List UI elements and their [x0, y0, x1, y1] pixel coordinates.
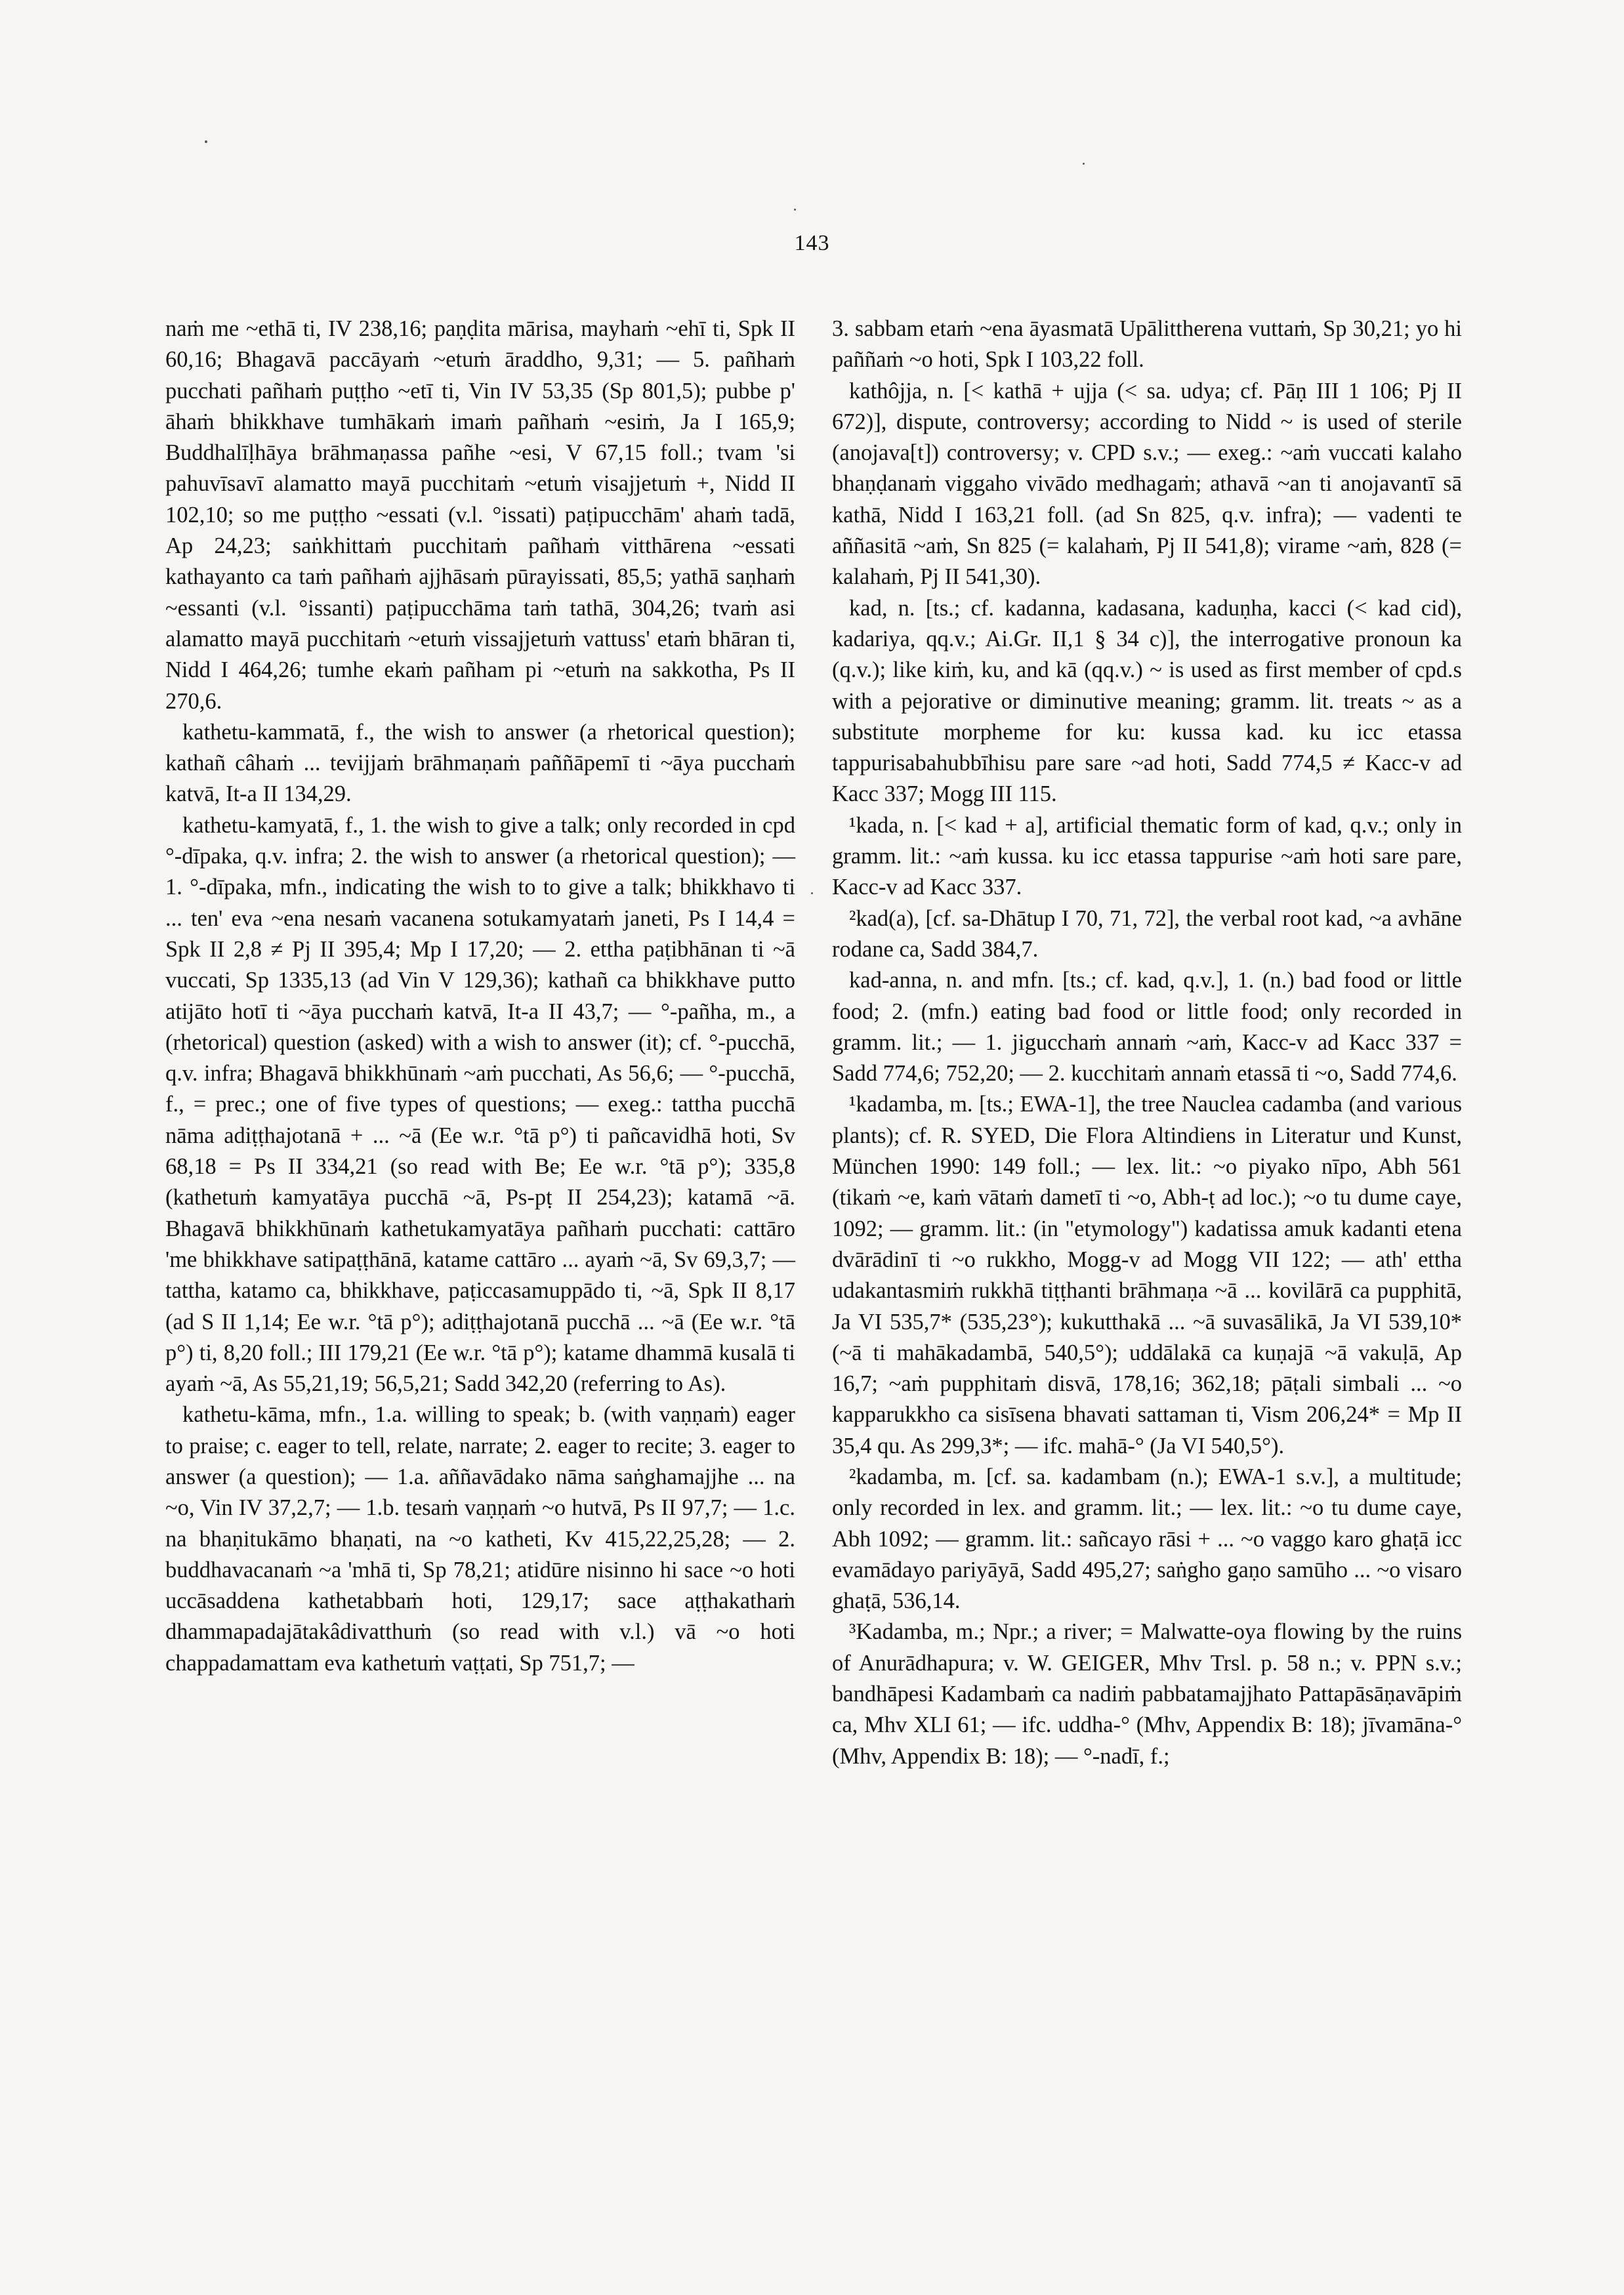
entry-kathetu-kammata: kathetu-kammatā, f., the wish to answer (a rhetorical question); kathañ câhaṁ ... tevijjaṁ brāhmaṇaṁ paññāpemī ti ~āya pucchaṁ katvā, It-a II 134,29.	[165, 719, 795, 807]
scan-speck	[1083, 163, 1085, 165]
entry-kadamba-1: ¹kadamba, m. [ts.; EWA-1], the tree Nauclea cadamba (and various plants); cf. R. SYED, Die Flora Altindiens in Literatur und Kunst, München 1990: 149 foll.; — lex. lit.: ~o piyako nīpo, Abh 561 (tikaṁ ~e, kaṁ vātaṁ dametī ti ~o, Abh-ṭ ad loc.); ~o tu dume caye, 1092; — gramm. lit.: (in "etymology") kadatissa amuk kadanti etena dvārādinī ti ~o rukkho, Mogg-v ad Mogg VII 122; — ath' ettha udakantasmiṁ rukkhā tiṭṭhanti brāhmaṇa ~ā ... kovilārā ca pupphitā, Ja VI 535,7* (535,23°); kukutthakā ... ~ā suvasālikā, Ja VI 539,10* (~ā ti mahākadambā, 540,5°); uddālakā ca kuṇajā ~ā vakuḷā, Ap 16,7; ~aṁ pupphitaṁ disvā, 178,16; 362,18; pāṭali simbali ... ~o kapparukkho ca sisīsena bhavati sattaman ti, Vism 206,24* = Mp II 35,4 qu. As 299,3*; — ifc. mahā-° (Ja VI 540,5°).	[832, 1092, 1462, 1458]
right-column	[832, 314, 1462, 1772]
entry-kathetu-kamyata: kathetu-kamyatā, f., 1. the wish to give a talk; only recorded in cpd °-dīpaka, q.v. infra; 2. the wish to answer (a rhetorical question); — 1. °-dīpaka, mfn., indicating the wish to to give a talk; bhikkhavo ti ... ten' eva ~ena nesaṁ vacanena sotukamyataṁ janeti, Ps I 14,4 = Spk II 2,8 ≠ Pj II 395,4; Mp I 17,20; — 2. ettha paṭibhānan ti ~ā vuccati, Sp 1335,13 (ad Vin V 129,36); kathañ ca bhikkhave putto atijāto hotī ti ~āya pucchaṁ katvā, It-a II 43,7; — °-pañha, m., a (rhetorical) question (asked) with a wish to answer (it); cf. °-pucchā, q.v. infra; Bhagavā bhikkhūnaṁ ~aṁ pucchati, As 56,6; — °-pucchā, f., = prec.; one of five types of questions; — exeg.: tattha pucchā nāma adiṭṭhajotanā + ... ~ā (Ee w.r. °tā p°) ti pañcavidhā hoti, Sv 68,18 = Ps II 334,21 (so read with Be; Ee w.r. °tā p°); 335,8 (kathetuṁ kamyatāya pucchā ~ā, Ps-pṭ II 254,23); katamā ~ā. Bhagavā bhikkhūnaṁ kathetukamyatāya pañhaṁ pucchati: cattāro 'me bhikkhave satipaṭṭhānā, katame cattāro ... ayaṁ ~ā, Sv 69,3,7; — tattha, katamo ca, bhikkhave, paṭiccasamuppādo ti, ~ā, Spk II 8,17 (ad S II 1,14; Ee w.r. °tā p°); adiṭṭhajotanā pucchā ... ~ā (Ee w.r. °tā p°) ti, 8,20 foll.; III 179,21 (Ee w.r. °tā p°); katame dhammā kusalā ti ayaṁ ~ā, As 55,21,19; 56,5,21; Sadd 342,20 (referring to As).	[165, 812, 795, 1397]
entry-kad-anna: kad-anna, n. and mfn. [ts.; cf. kad, q.v.], 1. (n.) bad food or little food; 2. (mfn.) eating bad food or little food; only recorded in gramm. lit.; — 1. jigucchaṁ annaṁ ~aṁ, Kacc-v ad Kacc 337 = Sadd 774,6; 752,20; — 2. kucchitaṁ annaṁ etassā ti ~o, Sadd 774,6.	[832, 968, 1462, 1086]
entry-kada-2: ²kad(a), [cf. sa-Dhātup I 70, 71, 72], the verbal root kad, ~a avhāne rodane ca, Sadd 384,7.	[832, 905, 1462, 962]
page-number: 143	[794, 231, 830, 255]
scan-speck	[205, 140, 207, 143]
entry-kadamba-3: ³Kadamba, m.; Npr.; a river; = Malwatte-oya flowing by the ruins of Anurādhapura; v. W. GEIGER, Mhv Trsl. p. 58 n.; v. PPN s.v.; bandhāpesi Kadambaṁ ca nadiṁ pabbatamajjhato Pattapāsāṇavāpiṁ ca, Mhv XLI 61; — ifc. uddha-° (Mhv, Appendix B: 18); jīvamāna-° (Mhv, Appendix B: 18); — °-nadī, f.;	[832, 1619, 1462, 1769]
left-column	[165, 314, 795, 1679]
entry-kadamba-2: ²kadamba, m. [cf. sa. kadambam (n.); EWA-1 s.v.], a multitude; only recorded in lex. and gramm. lit.; — lex. lit.: ~o tu dume caye, Abh 1092; — gramm. lit.: sañcayo rāsi + ... ~o vaggo karo ghaṭā icc evamādayo pariyāyā, Sadd 495,27; saṅgho gaṇo samūho ... ~o visaro ghaṭā, 536,14.	[832, 1464, 1462, 1614]
scan-speck	[811, 892, 813, 894]
entry-kathojja: kathôjja, n. [< kathā + ujja (< sa. udya; cf. Pāṇ III 1 106; Pj II 672)], dispute, controversy; according to Nidd ~ is used of sterile (anojava[t]) controversy; v. CPD s.v.; — exeg.: ~aṁ vuccati kalaho bhaṇḍanaṁ viggaho vivādo medhagaṁ; athavā ~an ti anojavantī sā kathā, Nidd I 163,21 foll. (ad Sn 825, q.v. infra); — vadenti te aññasitā ~aṁ, Sn 825 (= kalahaṁ, Pj II 541,8); virame ~aṁ, 828 (= kalahaṁ, Pj II 541,30).	[832, 378, 1462, 590]
entry-kathetu-kama: kathetu-kāma, mfn., 1.a. willing to speak; b. (with vaṇṇaṁ) eager to praise; c. eager to tell, relate, narrate; 2. eager to recite; 3. eager to answer (a question); — 1.a. aññavādako nāma saṅghamajjhe ... na ~o, Vin IV 37,2,7; — 1.b. tesaṁ vaṇṇaṁ ~o hutvā, Ps II 97,7; — 1.c. na bhaṇitukāmo bhaṇati, na ~o katheti, Kv 415,22,25,28; — 2. buddhavacanaṁ ~a 'mhā ti, Sp 78,21; atidūre nisinno hi sace ~o hoti uccāsaddena kathetabbaṁ hoti, 129,17; sace aṭṭhakathaṁ dhammapadajātakâdivatthuṁ (so read with v.l.) vā ~o hoti chappadamattam eva kathetuṁ vaṭṭati, Sp 751,7; —	[165, 1402, 795, 1676]
scan-speck	[794, 209, 796, 211]
entry-continuation: naṁ me ~ethā ti, IV 238,16; paṇḍita mārisa, mayhaṁ ~ehī ti, Spk II 60,16; Bhagavā paccāyaṁ ~etuṁ āraddho, 9,31; — 5. pañhaṁ pucchati pañhaṁ puṭṭho ~etī ti, Vin IV 53,35 (Sp 801,5); pubbe p' āhaṁ bhikkhave tumhākaṁ imaṁ pañhaṁ ~esiṁ, Ja I 165,9; Buddhalīḷhāya brāhmaṇassa pañhe ~esi, V 67,15 foll.; tvam 'si pahuvīsavī alamatto mayā pucchitaṁ ~etuṁ visajjetuṁ +, Nidd II 102,10; so me puṭṭho ~essati (v.l. °issati) paṭipucchām' ahaṁ tadā, Ap 24,23; saṅkhittaṁ pucchitaṁ pañhaṁ vitthārena ~essati kathayanto ca taṁ pañhaṁ ajjhāsaṁ pūrayissati, 85,5; yathā saṇhaṁ ~essanti (v.l. °issanti) paṭipucchāma taṁ tathā, 304,26; tvaṁ asi alamatto mayā pucchitaṁ ~etuṁ vissajjetuṁ vattuss' etaṁ bhāran ti, Nidd I 464,26; tumhe ekaṁ pañham pi ~etuṁ na sakkotha, Ps II 270,6.	[165, 316, 795, 714]
entry-continuation: 3. sabbam etaṁ ~ena āyasmatā Upālittherena vuttaṁ, Sp 30,21; yo hi paññaṁ ~o hoti, Spk I 103,22 foll.	[832, 316, 1462, 373]
entry-kada-1: ¹kada, n. [< kad + a], artificial thematic form of kad, q.v.; only in gramm. lit.: ~aṁ kussa. ku icc etassa tappurise ~aṁ hoti sare pare, Kacc-v ad Kacc 337.	[832, 812, 1462, 900]
entry-kad: kad, n. [ts.; cf. kadanna, kadasana, kaduṇha, kacci (< kad cid), kadariya, qq.v.; Ai.Gr. II,1 § 34 c)], the interrogative pronoun ka (q.v.); like kiṁ, ku, and kā (qq.v.) ~ is used as first member of cpd.s with a pejorative or diminutive meaning; gramm. lit. treats ~ as a substitute morpheme for ku: kussa kad. ku icc etassa tappurisabahubbīhisu pare sare ~ad hoti, Sadd 774,5 ≠ Kacc-v ad Kacc 337; Mogg III 115.	[832, 595, 1462, 807]
